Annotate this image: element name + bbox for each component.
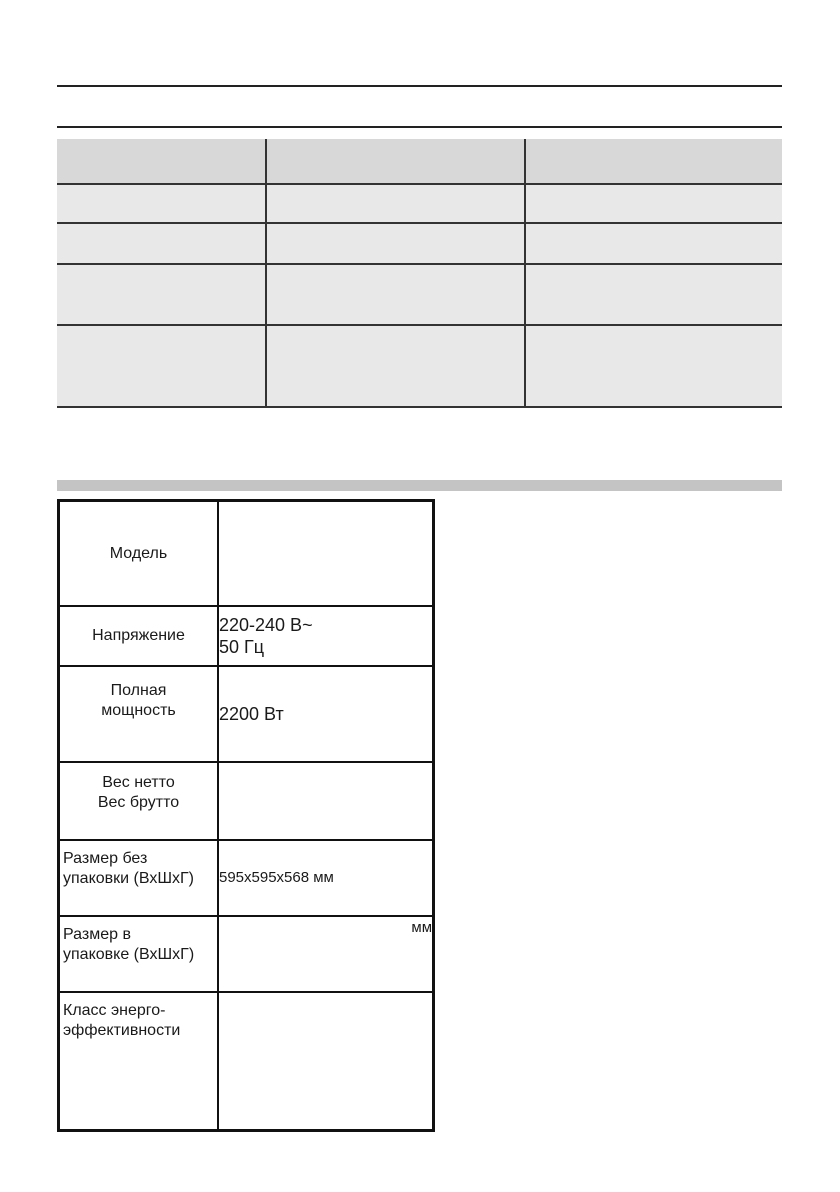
size-unpacked-label-line1: Размер без — [63, 850, 148, 867]
table-row — [57, 223, 782, 264]
spec-row-size-unpacked — [59, 840, 434, 916]
size-packed-label — [59, 916, 219, 992]
energy-class-value — [218, 992, 434, 1131]
spec-row-power — [59, 666, 434, 762]
table-cell — [525, 264, 782, 325]
table-cell — [57, 184, 266, 223]
table-header-row — [57, 139, 782, 184]
section-rule — [57, 126, 782, 128]
header-cell — [525, 139, 782, 184]
size-packed-value: мм — [218, 916, 434, 992]
table-cell — [525, 325, 782, 407]
table-cell — [266, 184, 525, 223]
size-unpacked-value: 595x595x568 мм — [218, 840, 434, 916]
gross-weight-label: Вес брутто — [97, 794, 180, 811]
spec-row-energy-class — [59, 992, 434, 1131]
energy-class-label-line2: эффективности — [63, 1022, 181, 1039]
table-cell — [525, 184, 782, 223]
size-unpacked-label-line2: упаковки (ВхШхГ) — [63, 870, 194, 887]
size-packed-label-line2: упаковке (ВхШхГ) — [63, 946, 195, 963]
table-cell — [266, 264, 525, 325]
model-value — [218, 501, 434, 607]
energy-class-label-line1: Класс энерго- — [63, 1002, 166, 1019]
table-row — [57, 184, 782, 223]
voltage-value-range: 220-240 В~ — [219, 615, 313, 635]
size-packed-label-line1: Размер в — [63, 926, 131, 943]
weight-label — [59, 762, 219, 840]
energy-class-label — [59, 992, 219, 1131]
table-cell — [525, 223, 782, 264]
table-cell — [266, 325, 525, 407]
spec-row-model — [59, 501, 434, 607]
size-unpacked-label — [59, 840, 219, 916]
power-label-line1: Полная — [110, 682, 167, 699]
power-label — [59, 666, 219, 762]
weight-value — [218, 762, 434, 840]
voltage-label: Напряжение — [59, 606, 219, 666]
spec-row-weight — [59, 762, 434, 840]
section-divider-bar — [57, 480, 782, 491]
net-weight-label: Вес нетто — [102, 774, 175, 791]
spec-row-size-packed — [59, 916, 434, 992]
table-cell — [266, 223, 525, 264]
voltage-value — [218, 606, 434, 666]
empty-grey-table — [57, 139, 782, 408]
power-value: 2200 Вт — [218, 666, 434, 762]
header-cell — [266, 139, 525, 184]
spec-row-voltage — [59, 606, 434, 666]
table-cell — [57, 325, 266, 407]
specifications-table — [57, 499, 435, 1132]
table-cell — [57, 264, 266, 325]
model-label: Модель — [59, 501, 219, 607]
table-row — [57, 264, 782, 325]
header-cell — [57, 139, 266, 184]
top-rule — [57, 85, 782, 87]
table-row — [57, 325, 782, 407]
table-cell — [57, 223, 266, 264]
power-label-line2: мощность — [101, 702, 176, 719]
voltage-value-frequency: 50 Гц — [219, 637, 265, 657]
